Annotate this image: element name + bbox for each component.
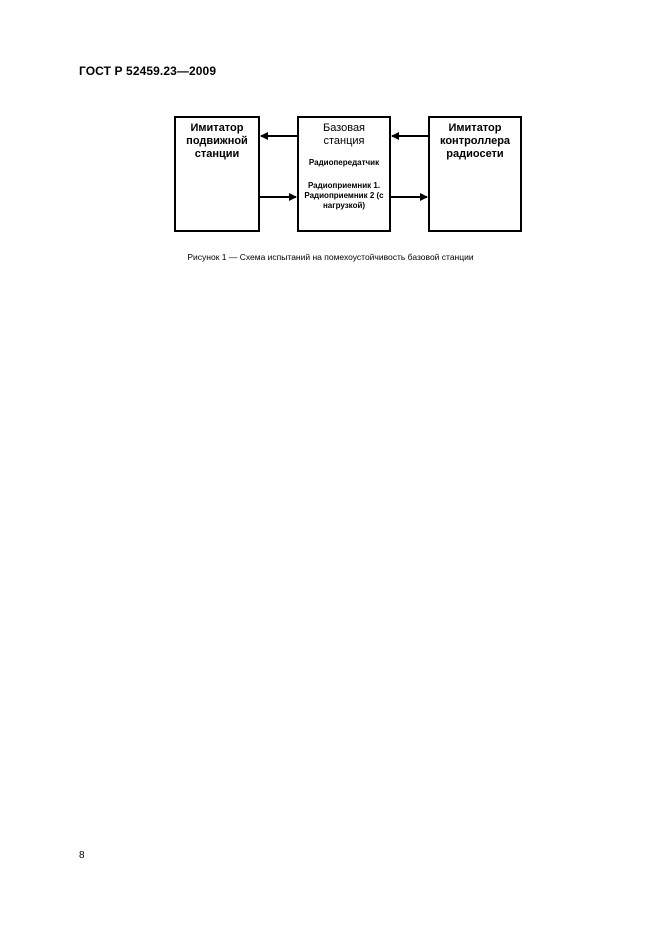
figure-caption: Рисунок 1 — Схема испытаний на помехоустойчивость базовой станции: [187, 252, 474, 262]
transmitter-label: Радиопередатчик: [308, 158, 380, 167]
mobile-station-simulator-box: [174, 116, 260, 232]
radio-network-controller-simulator-box: [428, 116, 522, 232]
page-number: 8: [79, 850, 85, 861]
document-header: ГОСТ Р 52459.23—2009: [79, 64, 217, 78]
base-station-box: [297, 116, 391, 232]
receivers-label: Радиоприемник 1. Радиоприемник 2 (с нагрузкой): [304, 181, 384, 210]
base-station-label: Базовая станция: [322, 122, 366, 147]
radio-network-controller-simulator-label: Имитатор контроллера радиосети: [439, 122, 511, 160]
mobile-station-simulator-label: Имитатор подвижной станции: [186, 122, 248, 160]
